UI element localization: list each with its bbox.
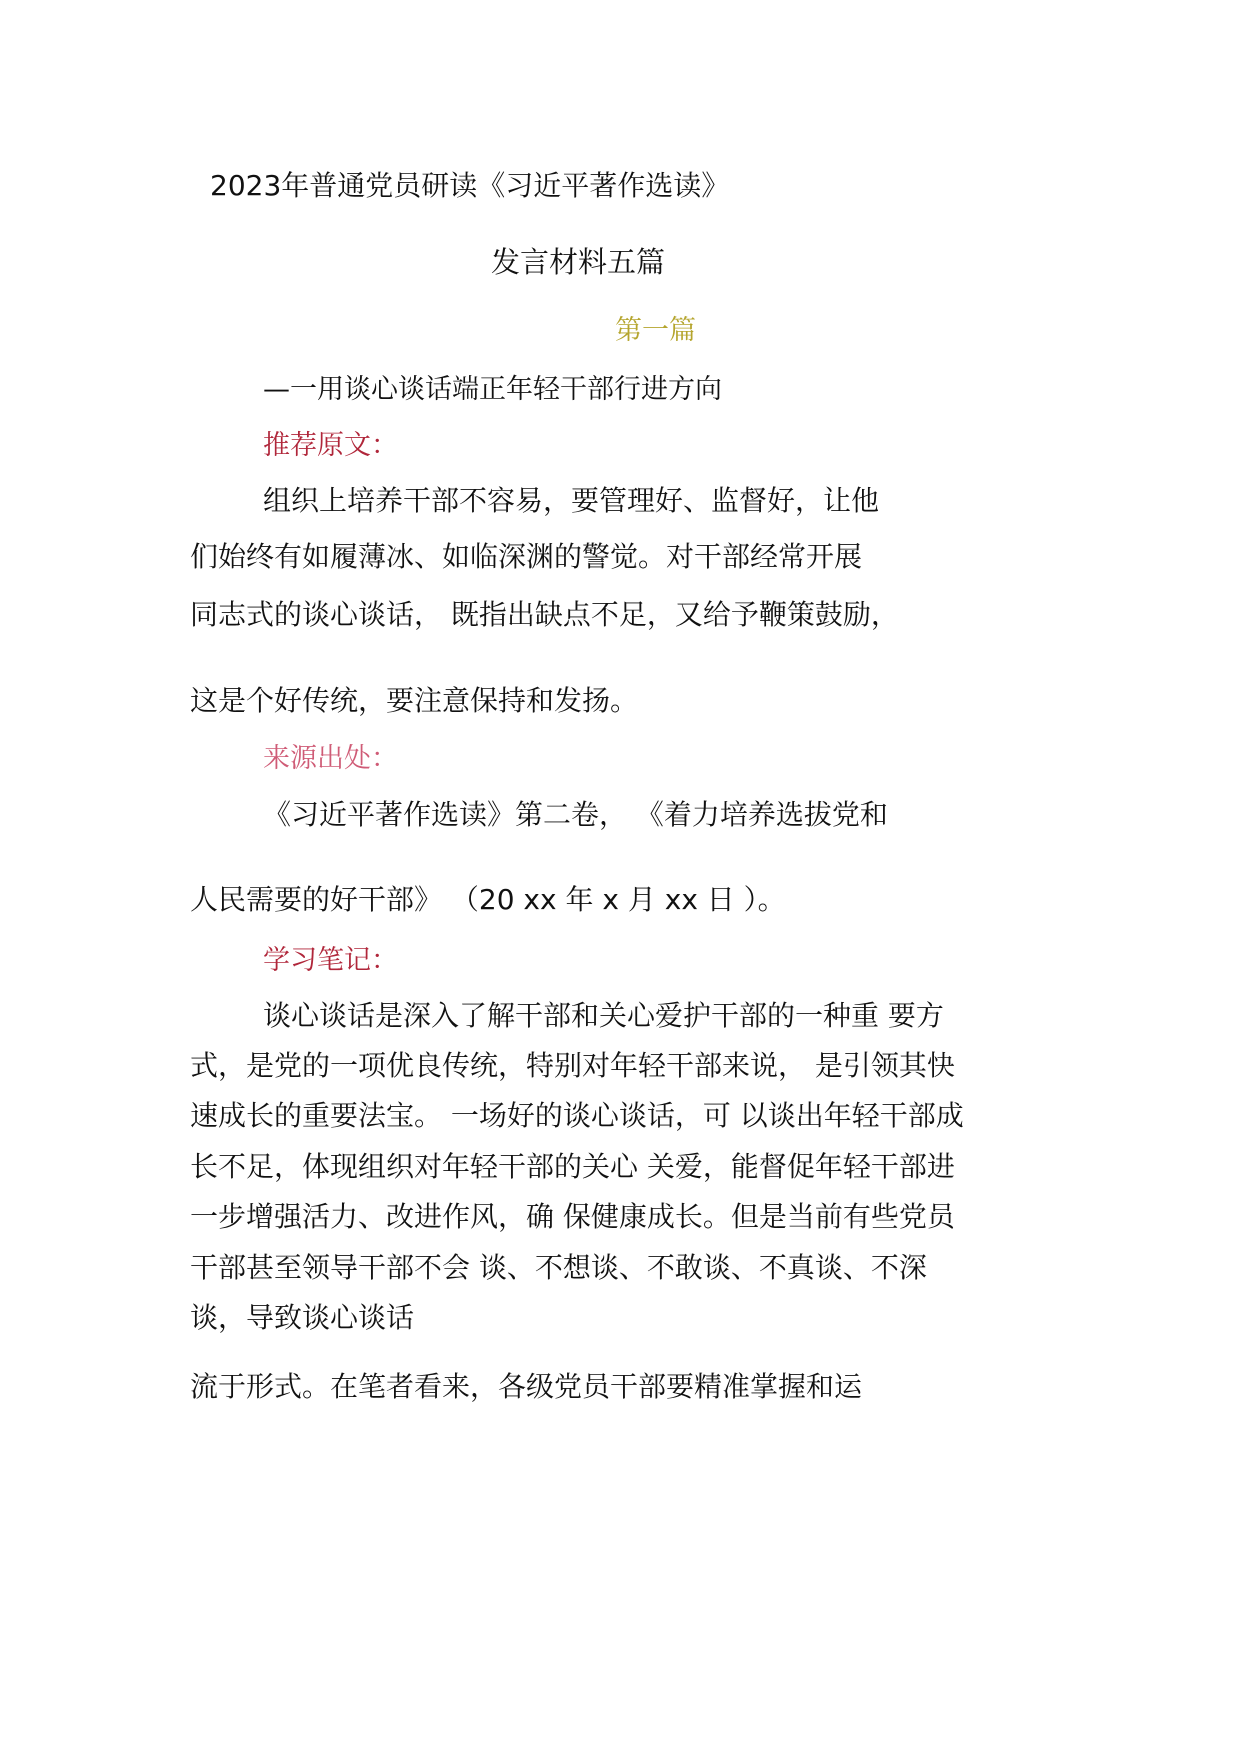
chapter-heading: 第一篇 <box>615 315 696 346</box>
recommended-text-line: 这是个好传统，要注意保持和发扬。 <box>190 684 639 717</box>
study-notes-line: 长不足，体现组织对年轻干部的关心 关爱，能督促年轻干部进 <box>190 1150 955 1183</box>
study-notes-line: 速成长的重要法宝。 一场好的谈心谈话，可 以谈出年轻干部成 <box>190 1099 964 1132</box>
document-title-line1: 2023年普通党员研读《习近平著作选读》 <box>210 169 730 202</box>
recommended-text-line: 组织上培养干部不容易，要管理好、监督好，让他 <box>263 484 880 517</box>
study-notes-line: 谈，导致谈心谈话 <box>190 1301 415 1334</box>
study-notes-label: 学习笔记： <box>263 945 398 976</box>
source-text-line: 《习近平著作选读》第二卷， 《着力培养选拔党和 <box>263 798 888 831</box>
source-label: 来源出处： <box>263 743 398 774</box>
source-text-line: 人民需要的好干部》 （20 xx 年 x 月 xx 日 ）。 <box>190 883 786 916</box>
study-notes-line: 流于形式。在笔者看来，各级党员干部要精准掌握和运 <box>190 1370 863 1403</box>
recommended-text-line: 们始终有如履薄冰、如临深渊的警觉。对干部经常开展 <box>190 540 863 573</box>
document-title-line2: 发言材料五篇 <box>491 245 666 279</box>
recommended-text-label: 推荐原文： <box>263 430 398 461</box>
study-notes-line: 式，是党的一项优良传统，特别对年轻干部来说， 是引领其快 <box>190 1049 955 1082</box>
study-notes-line: 一步增强活力、改进作风，确 保健康成长。但是当前有些党员 <box>190 1200 955 1233</box>
recommended-text-line: 同志式的谈心谈话， 既指出缺点不足，又给予鞭策鼓励， <box>190 598 899 631</box>
study-notes-line: 谈心谈话是深入了解干部和关心爱护干部的一种重 要方 <box>263 999 944 1032</box>
article-subtitle: —一用谈心谈话端正年轻干部行进方向 <box>263 374 722 405</box>
study-notes-line: 干部甚至领导干部不会 谈、不想谈、不敢谈、不真谈、不深 <box>190 1251 927 1284</box>
